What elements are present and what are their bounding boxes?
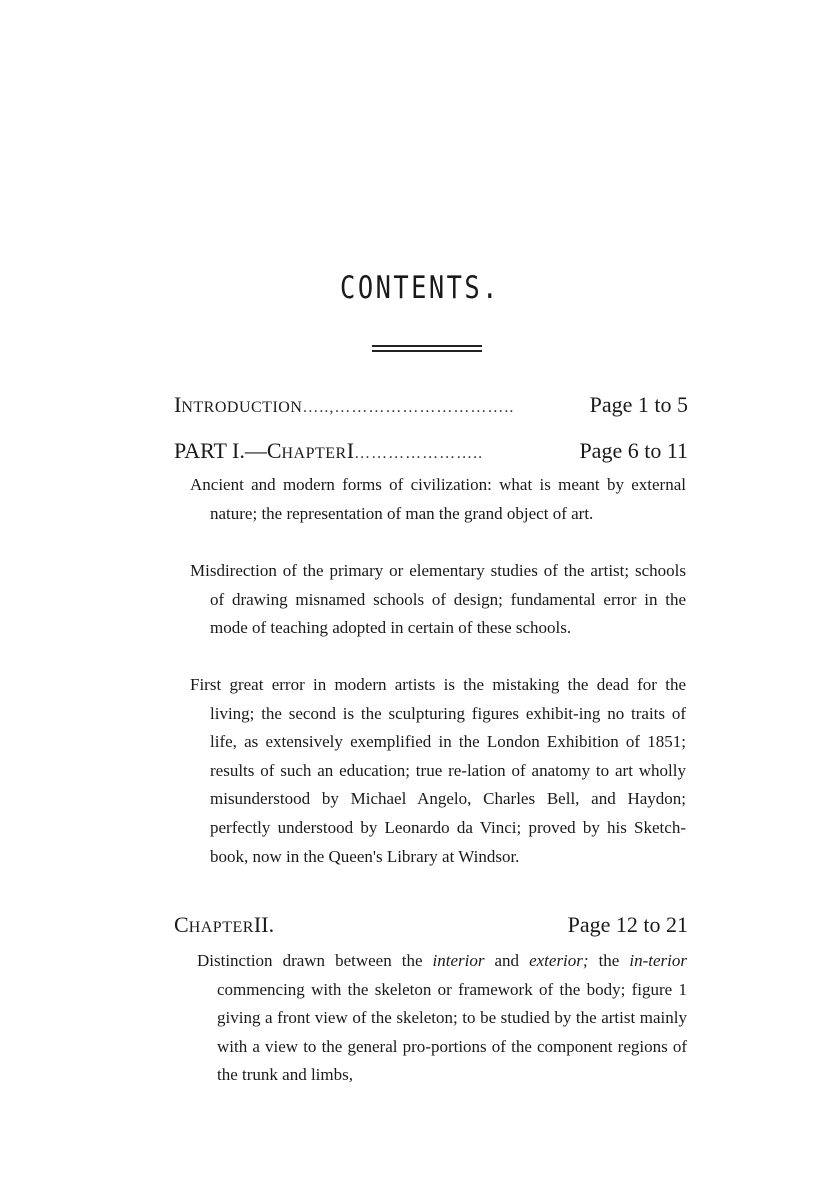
toc-label-number: II. (253, 912, 275, 937)
italic-term-interior-2: in-terior (629, 951, 687, 970)
toc-page-ref: Page 1 to 5 (589, 392, 688, 417)
toc-leader-dots: ………………….. (354, 445, 484, 462)
title-rule-lower (372, 350, 482, 352)
toc-label-number: I (346, 438, 355, 463)
text-run: Distinction drawn between the (197, 951, 433, 970)
chapter1-summary-paragraph-2: Misdirection of the primary or elementary studies of the artist; schools of drawing misnamed schools of design; fundamental error in the mode of teaching adopted in certain of these schools. (190, 561, 686, 638)
italic-term-interior: interior (432, 951, 485, 970)
toc-entry-chapter2 (174, 910, 688, 943)
chapter1-summary-paragraph-1: Ancient and modern forms of civilization: what is meant by external nature; the representation of man the grand object of art. (190, 475, 686, 523)
text-run: the (588, 951, 630, 970)
toc-leader-dots: …..,………………………….. (302, 399, 515, 416)
toc-page-ref: Page 12 to 21 (567, 912, 688, 937)
toc-label-initial: C (174, 912, 189, 937)
toc-label-rest: HAPTER (188, 919, 254, 936)
chapter2-summary-paragraph-1 (197, 947, 687, 1090)
toc-page-ref: Page 6 to 11 (579, 438, 688, 463)
toc-label-rest: HAPTER (281, 445, 347, 462)
chapter1-summary-paragraph-3: First great error in modern artists is the mistaking the dead for the living; the second is the sculpturing figures exhibit-ing no traits of life, as extensively exemplified in the London Exhibition of 1851; results of such an education; true re-lation of anatomy to art wholly misunderstood by Michael Angelo, Charles Bell, and Haydon; perfectly understood by Leonardo da Vinci; proved by his Sketch-book, now in the Queen's Library at Windsor. (190, 675, 686, 866)
toc-label-rest: NTRODUCTION (181, 399, 303, 416)
toc-label-part: PART I.—C (174, 438, 282, 463)
toc-entry-part1-chapter1 (174, 436, 688, 469)
text-run: and (484, 951, 530, 970)
toc-label-initial: I (174, 392, 182, 417)
text-run: commencing with the skeleton or framework of the body; figure 1 giving a front view of the skeleton; to be studied by the artist mainly with a view to the general pro-portions of the component regions of the trunk and limbs, (217, 979, 687, 1085)
page-title: CONTENTS. (340, 270, 500, 306)
toc-entry-introduction (174, 390, 688, 423)
italic-term-exterior: exterior; (529, 951, 589, 970)
title-rule-upper (372, 345, 482, 347)
